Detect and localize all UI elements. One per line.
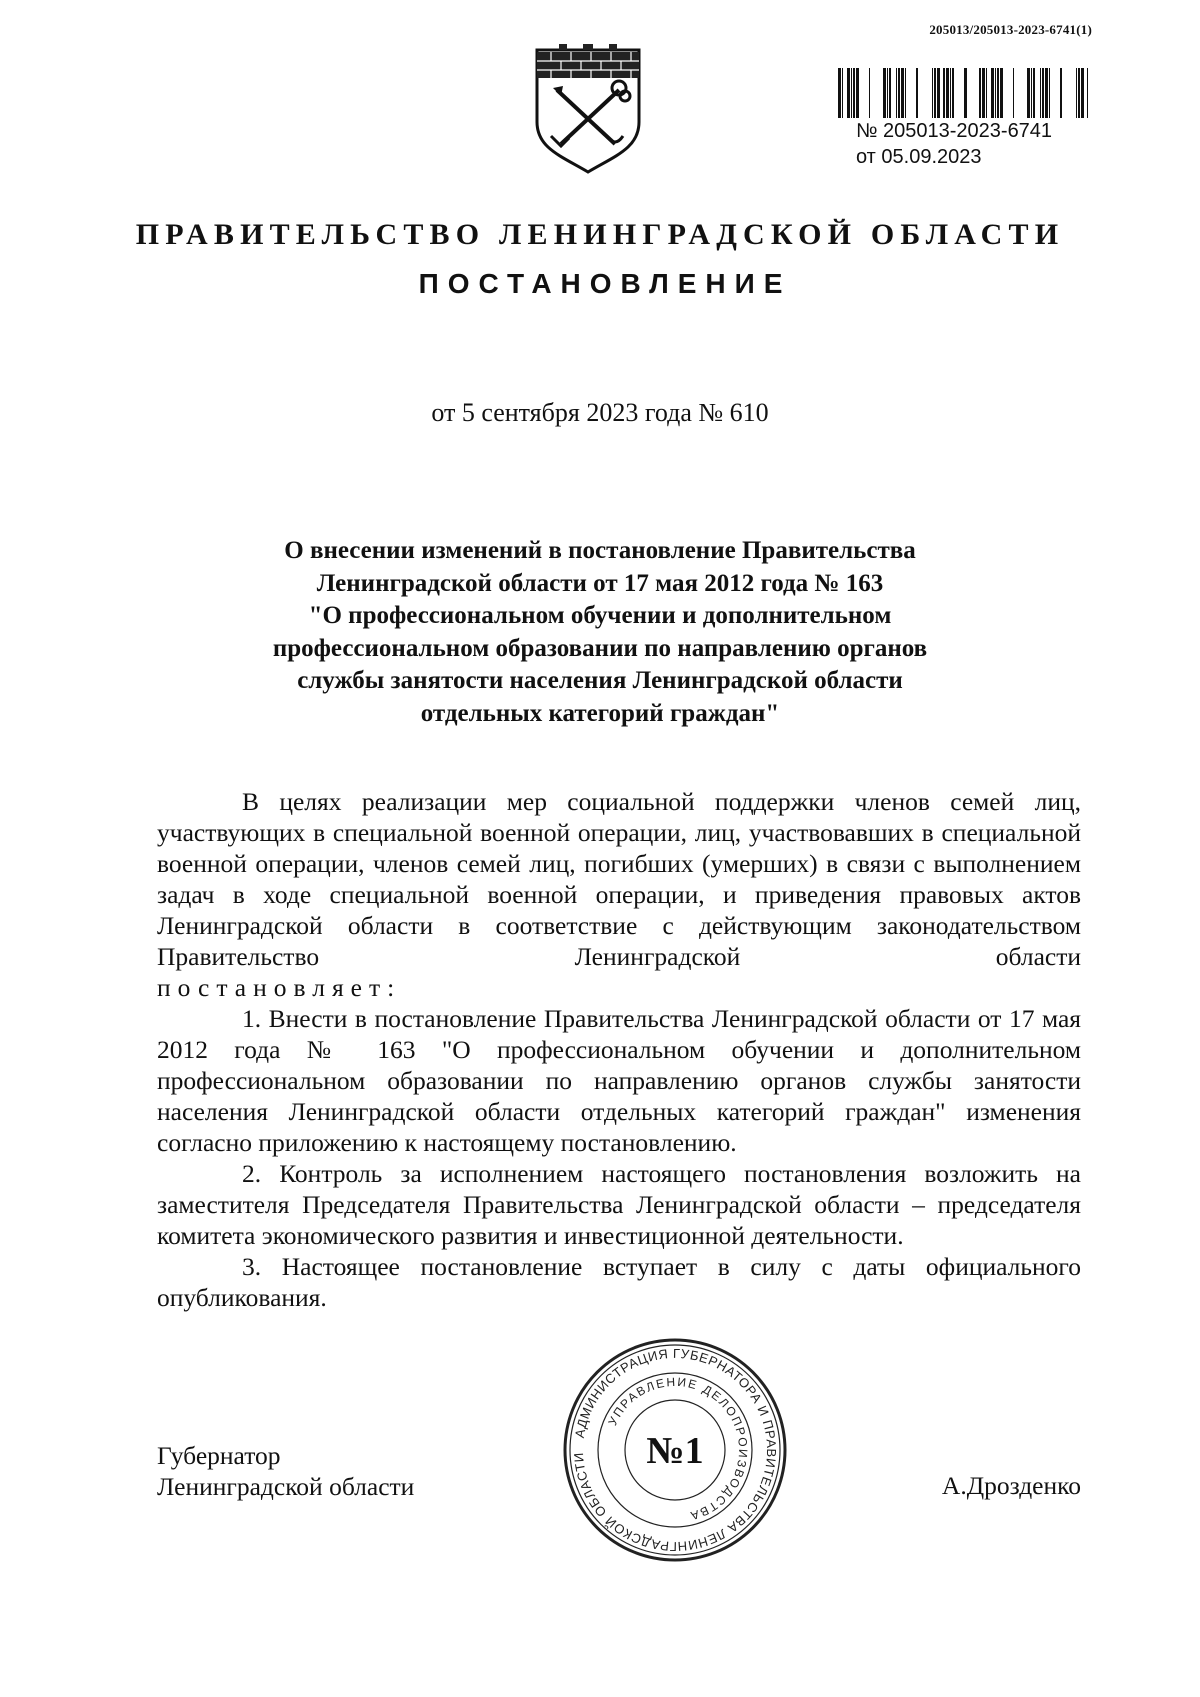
barcode-bar (905, 68, 906, 118)
subject-line: службы занятости населения Ленинградской области (297, 667, 903, 694)
barcode-bar (1013, 68, 1014, 118)
barcode-bar (898, 68, 900, 118)
signatory-position-line: Ленинградской области (157, 1472, 415, 1501)
preamble-paragraph (157, 786, 1081, 972)
preamble-resolves (157, 972, 1081, 1003)
barcode-bar (952, 68, 954, 118)
barcode-bar (1078, 68, 1080, 118)
barcode-bar (950, 68, 951, 118)
item-1-paragraph: 1. Внести в постановление Правительства Ленинградской области от 17 мая 2012 года № 163 "О профессиональном обучении и дополнительном профессиональном образовании по направлению органов службы занятости населения Ленинградской области отдельных категорий граждан" изменения согласно приложению к настоящему постановлению. (157, 1004, 1081, 1157)
decree-body (157, 786, 1081, 1313)
barcode-bar (887, 68, 888, 118)
barcode-bar (997, 68, 999, 118)
barcode-bar (1087, 68, 1088, 118)
subject-line: профессиональном образовании по направлению органов (272, 634, 928, 662)
preamble-text: В целях реализации мер социальной поддержки членов семей лиц, участвующих в специальной военной операции, лиц, участвовавших в специальной военной операции, членов семей лиц, погибших (умерших) в связи с выполнением задач в ходе специальной военной операции, и приведения правовых актов Ленинградской области в соответствие с действующим законодательством Правительство Ленинградской области (157, 787, 1081, 971)
seal-inner-text: УПРАВЛЕНИЕ ДЕЛОПРОИЗВОДСТВА (605, 1374, 751, 1524)
barcode-bar (901, 68, 904, 118)
subject-line: "О профессиональном обучении и дополнительном (308, 602, 892, 629)
barcode-bar (946, 68, 949, 118)
barcode-bar (1076, 68, 1077, 118)
barcode-bar (1060, 68, 1062, 118)
decree-subject (200, 535, 1000, 730)
office-stamp-icon (560, 1335, 790, 1565)
barcode-bar (1033, 68, 1035, 118)
barcode-bar (847, 68, 850, 118)
barcode-bar (1049, 68, 1050, 118)
barcode-bar (853, 68, 855, 118)
subject-line: Ленинградской области от 17 мая 2012 года № 163 (316, 569, 884, 597)
decree-date-number: от 5 сентября 2023 года № 610 (431, 398, 769, 427)
barcode-bar (982, 68, 985, 118)
barcode-bar (1027, 68, 1030, 118)
registration-number: № 205013-2023-6741 (856, 120, 1053, 142)
barcode-bar (869, 68, 870, 118)
barcode-bar (1031, 68, 1032, 118)
barcode-bar (896, 68, 897, 118)
subject-line: отдельных категорий граждан" (420, 699, 780, 727)
leningrad-region-coat-of-arms-icon (531, 44, 645, 174)
barcode-bar (851, 68, 852, 118)
barcode-bar (889, 68, 891, 118)
item-3-paragraph: 3. Настоящее постановление вступает в силу с даты официального опубликования. (157, 1252, 1081, 1312)
barcode-bar (932, 68, 933, 118)
item-2-paragraph: 2. Контроль за исполнением настоящего постановления возложить на заместителя Председателя Правительства Ленинградской области – председателя комитета экономического развития и инвестиционной деятельности. (157, 1159, 1081, 1250)
barcode-bar (1042, 68, 1044, 118)
government-title: ПРАВИТЕЛЬСТВО ЛЕНИНГРАДСКОЙ ОБЛАСТИ (135, 218, 1065, 251)
barcode-bar (1040, 68, 1041, 118)
subject-line: О внесении изменений в постановление Правительства (284, 537, 916, 564)
resolves-word: постановляет: (157, 973, 402, 1002)
barcode-icon (838, 68, 1088, 118)
barcode-bar (883, 68, 886, 118)
barcode-bar (916, 68, 918, 118)
document-type: ПОСТАНОВЛЕНИЕ (418, 268, 792, 299)
barcode-bar (979, 68, 981, 118)
barcode-bar (991, 68, 994, 118)
barcode-bar (943, 68, 945, 118)
barcode-bar (838, 68, 841, 118)
barcode-bar (1081, 68, 1084, 118)
barcode-bar (934, 68, 936, 118)
signatory-position-line: Губернатор (157, 1441, 281, 1470)
seal-outer-text: АДМИНИСТРАЦИЯ ГУБЕРНАТОРА И ПРАВИТЕЛЬСТВА ЛЕНИНГРАДСКОЙ ОБЛАСТИ (570, 1345, 780, 1555)
seal-center-number: №1 (646, 1430, 704, 1472)
signatory-name: А.Дрозденко (941, 1471, 1081, 1500)
barcode-bar (937, 68, 940, 118)
barcode-bar (986, 68, 987, 118)
barcode-bar (842, 68, 843, 118)
barcode-bar (1045, 68, 1048, 118)
barcode-bar (1000, 68, 1003, 118)
registration-date: от 05.09.2023 (856, 146, 982, 168)
signatory-position (157, 1440, 414, 1502)
document-id: 205013/205013-2023-6741(1) (929, 22, 1092, 37)
barcode-bar (995, 68, 996, 118)
barcode-bar (856, 68, 859, 118)
barcode-bar (964, 68, 967, 118)
